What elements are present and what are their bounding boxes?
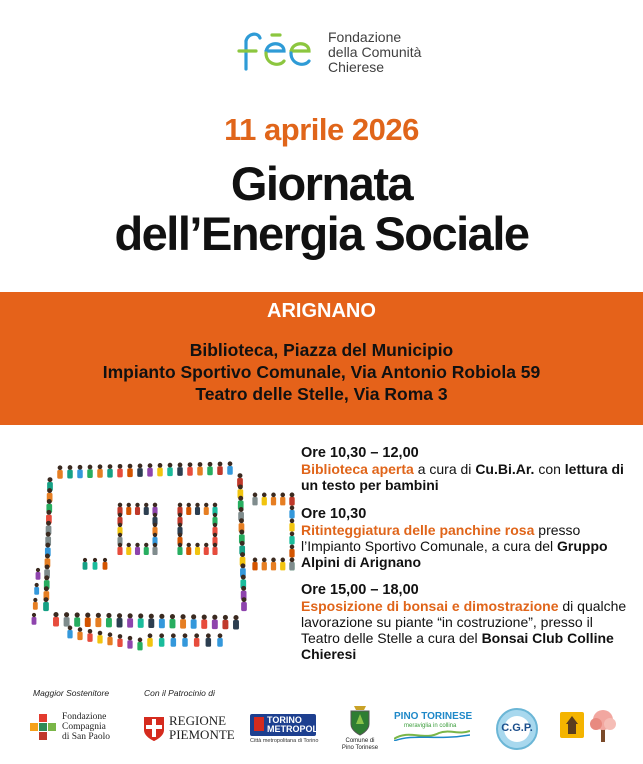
sponsor-name-line3: di San Paolo bbox=[62, 732, 111, 742]
pino-subtitle: meraviglia in collina bbox=[404, 723, 457, 729]
compagnia-san-paolo-logo bbox=[30, 712, 120, 746]
seal-icon bbox=[558, 710, 588, 746]
schedule-bold-2a: Gruppo Alpini di Arignano bbox=[301, 538, 608, 570]
schedule-desc-1 bbox=[301, 461, 631, 493]
org-name-line3: Chierese bbox=[328, 59, 385, 75]
schedule-desc-2 bbox=[301, 522, 631, 570]
schedule-text-3a: di qualche lavorazione su piante “in costruzione”, presso il Teatro delle Stelle a cura del bbox=[301, 598, 627, 646]
torino-subtitle: Città metropolitana di Torino bbox=[250, 738, 319, 744]
schedule-time-2: Ore 10,30 bbox=[301, 506, 367, 522]
piemonte-shield-icon bbox=[143, 716, 165, 742]
schedule-highlight-1: Biblioteca aperta bbox=[301, 461, 414, 477]
main-sponsor-label: Maggior Sostenitore bbox=[33, 688, 110, 698]
pino-hills-icon bbox=[394, 729, 470, 741]
cgp-logo bbox=[495, 707, 539, 751]
torino-badge bbox=[250, 714, 321, 736]
schedule-bold-1b: lettura di un testo per bambini bbox=[301, 461, 624, 493]
event-title-line2: dell’Energia Sociale bbox=[114, 207, 529, 260]
venue-library: Biblioteca, Piazza del Municipio bbox=[189, 340, 454, 360]
cgp-text: C.G.P. bbox=[501, 722, 533, 734]
org-name-line2: della Comunità bbox=[328, 44, 422, 60]
comune-pino-logo bbox=[340, 704, 380, 762]
biblioteca-logo bbox=[558, 708, 620, 748]
regione-line2: PIEMONTE bbox=[169, 727, 235, 742]
schedule-item-3 bbox=[301, 582, 631, 662]
comune-line2: Pino Torinese bbox=[341, 745, 379, 751]
schedule-highlight-3: Esposizione di bonsai e dimostrazione bbox=[301, 598, 559, 614]
schedule-bold-3a: Bonsai Club Colline Chieresi bbox=[301, 630, 614, 662]
fondazione-logo-icon bbox=[236, 29, 324, 75]
pino-torinese-logo bbox=[394, 711, 472, 741]
torino-mark-icon bbox=[254, 717, 264, 731]
event-date: 11 aprile 2026 bbox=[224, 112, 419, 147]
tree-icon bbox=[588, 708, 618, 744]
schedule-highlight-2: Ritinteggiatura delle panchine rosa bbox=[301, 522, 535, 538]
venue-theatre: Teatro delle Stelle, Via Roma 3 bbox=[195, 384, 448, 404]
torino-line2: METROPOLI bbox=[267, 724, 321, 734]
schedule-text-1b: con bbox=[534, 461, 565, 477]
torino-metropoli-logo bbox=[250, 714, 320, 748]
sponsor-name-line1: Fondazione bbox=[62, 712, 107, 722]
organization-name bbox=[328, 30, 421, 75]
schedule-bold-1a: Cu.Bi.Ar. bbox=[475, 461, 535, 477]
location-band bbox=[0, 292, 643, 425]
sponsor-name-line2: Compagnia bbox=[62, 722, 106, 732]
regione-piemonte-logo bbox=[143, 714, 233, 744]
schedule-text-1a: a cura di bbox=[413, 461, 476, 477]
san-paolo-cross-icon bbox=[30, 714, 56, 740]
schedule-text-2a: presso l’Impianto Sportivo Comunale, a cura del bbox=[301, 522, 581, 554]
venue-sports: Impianto Sportivo Comunale, Via Antonio Robiola 59 bbox=[102, 362, 541, 382]
comune-crest-icon bbox=[348, 704, 372, 736]
torino-line1: TORINO bbox=[267, 715, 302, 725]
schedule-desc-3 bbox=[301, 598, 631, 662]
schedule-item-2 bbox=[301, 506, 631, 570]
town-name: ARIGNANO bbox=[267, 300, 376, 322]
org-name-line1: Fondazione bbox=[328, 29, 402, 45]
pino-title: PINO TORINESE bbox=[394, 711, 473, 722]
regione-line1: REGIONE bbox=[169, 713, 227, 728]
schedule-time-1: Ore 10,30 – 12,00 bbox=[301, 445, 419, 461]
schedule-time-3: Ore 15,00 – 18,00 bbox=[301, 582, 419, 598]
patronage-label: Con il Patrocinio di bbox=[144, 688, 215, 698]
schedule-item-1 bbox=[301, 445, 631, 493]
event-title-line1: Giornata bbox=[230, 157, 413, 210]
comune-line1: Comune di bbox=[345, 738, 375, 744]
people-plug-illustration bbox=[30, 452, 298, 652]
